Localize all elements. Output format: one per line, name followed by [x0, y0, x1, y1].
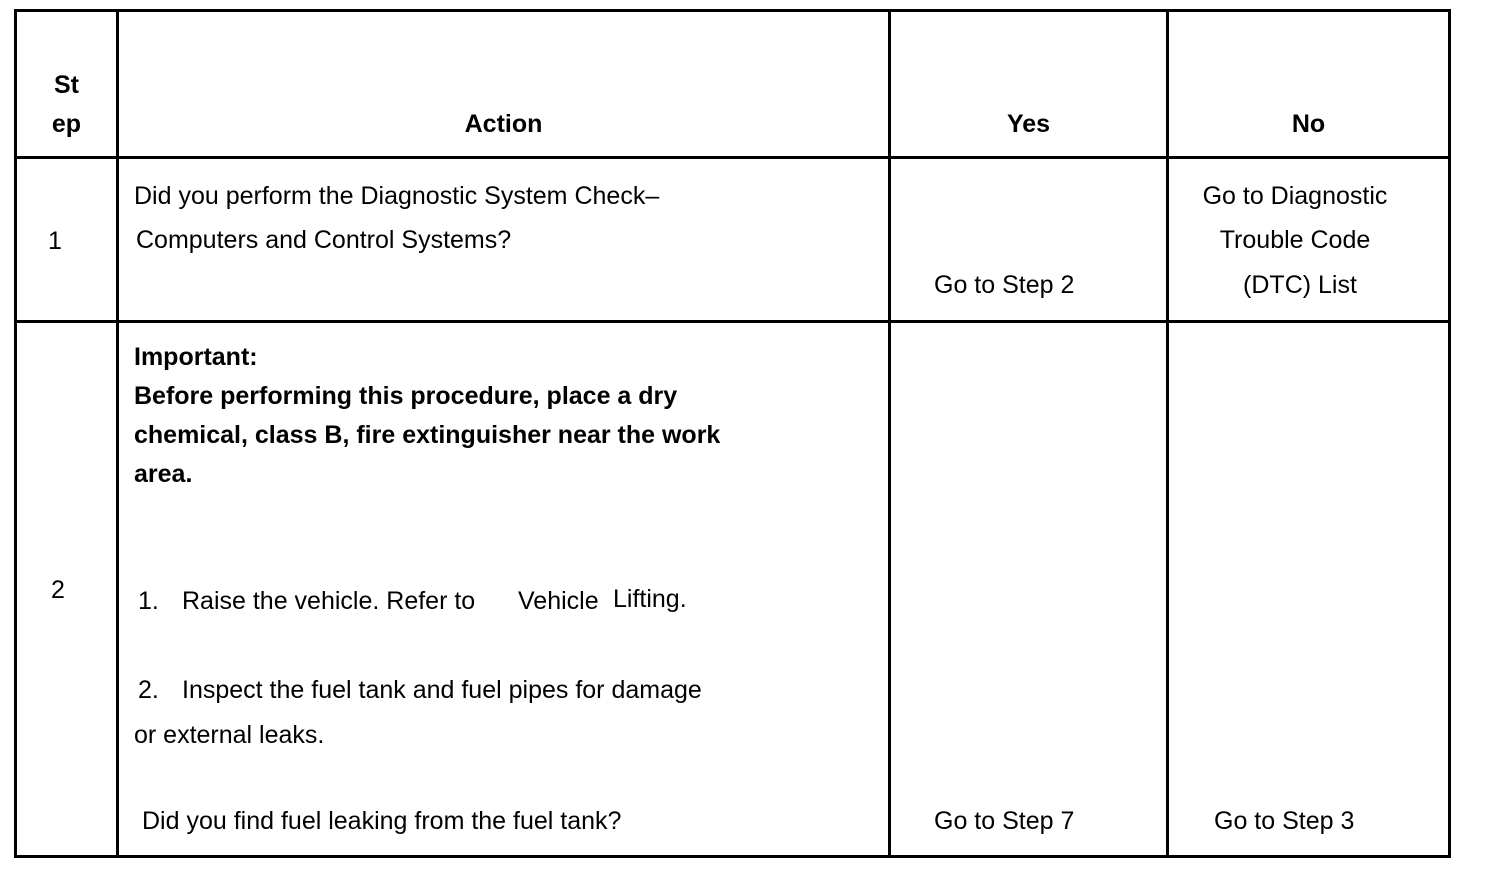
header-yes: Yes: [1006, 110, 1051, 138]
row1-step: 1: [48, 227, 62, 255]
item2-text: Inspect the fuel tank and fuel pipes for damage: [182, 676, 702, 704]
table-border-bottom: [14, 855, 1451, 858]
item2-number: 2.: [138, 676, 159, 704]
header-step-line1: St: [54, 71, 79, 99]
row1-action-line1: Did you perform the Diagnostic System Check–: [134, 182, 660, 210]
row1-action-line2: Computers and Control Systems?: [136, 226, 512, 254]
row1-yes: Go to Step 2: [934, 271, 1075, 299]
vehicle-lifting-link-part2[interactable]: Lifting.: [613, 585, 687, 613]
vehicle-lifting-link-part1[interactable]: Vehicle: [518, 587, 599, 615]
important-line2: chemical, class B, fire extinguisher near the work: [134, 421, 721, 449]
row1-no-line3: (DTC) List: [1243, 271, 1357, 299]
header-divider: [14, 156, 1451, 159]
row2-question: Did you find fuel leaking from the fuel tank?: [142, 807, 622, 835]
header-action: Action: [464, 110, 543, 138]
item2-continuation: or external leaks.: [134, 721, 325, 749]
table-border-top: [14, 9, 1451, 12]
row1-no-line1: Go to Diagnostic: [1202, 182, 1388, 210]
important-line1: Before performing this procedure, place a dry: [134, 382, 678, 410]
row2-no: Go to Step 3: [1214, 807, 1355, 835]
header-no: No: [1291, 110, 1326, 138]
item1-text: Raise the vehicle. Refer to: [182, 587, 476, 615]
row2-step: 2: [51, 576, 65, 604]
row2-yes: Go to Step 7: [934, 807, 1075, 835]
important-line3: area.: [134, 460, 193, 488]
important-label: Important:: [134, 343, 258, 371]
row-divider: [14, 320, 1451, 323]
item1-number: 1.: [138, 587, 159, 615]
table-border-right: [1448, 9, 1451, 858]
header-step-line2: ep: [51, 110, 82, 138]
row1-no-line2: Trouble Code: [1219, 226, 1371, 254]
